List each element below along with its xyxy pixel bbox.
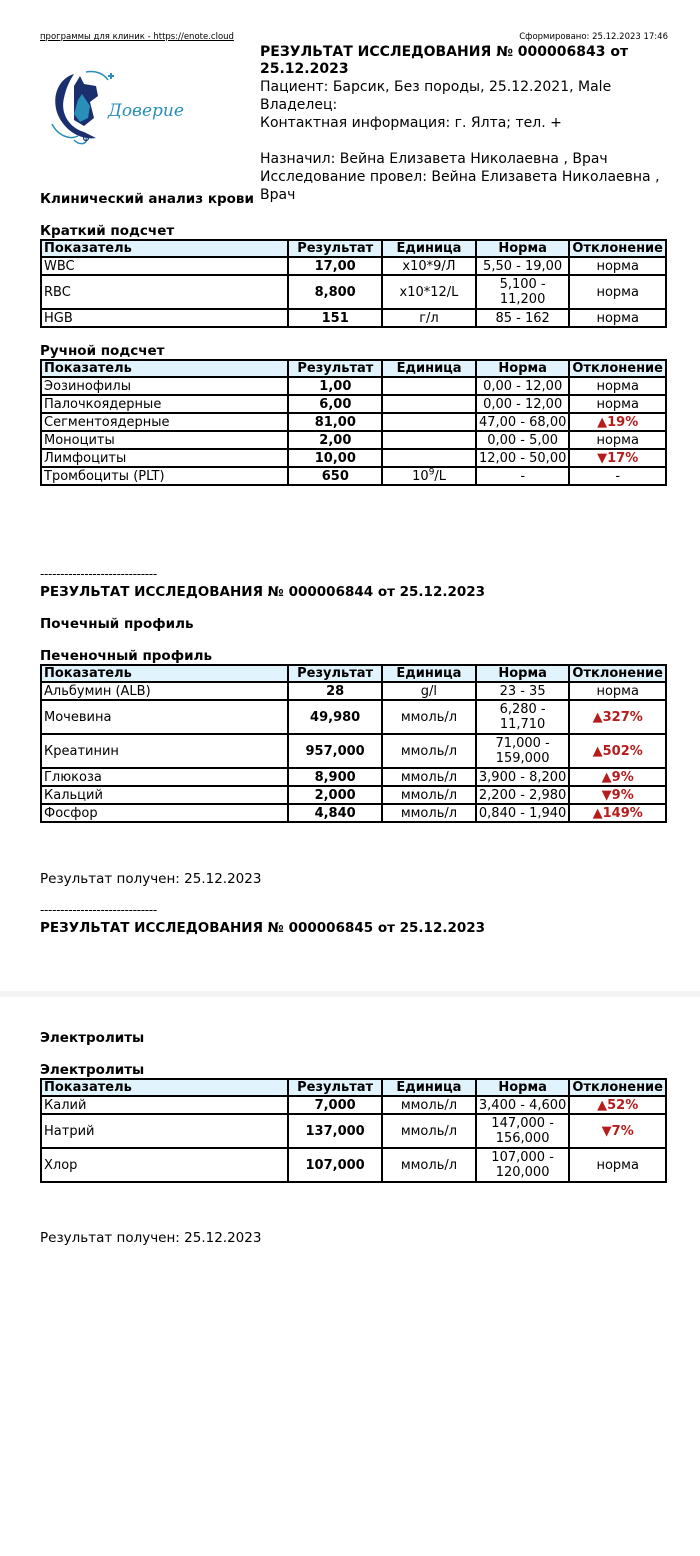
section-clinical-blood: Клинический анализ крови: [40, 191, 254, 207]
result-received-2: Результат получен: 25.12.2023: [40, 871, 262, 887]
table-row: Эозинофилы 1,00 0,00 - 12,00 норма: [41, 377, 666, 395]
table-row: Фосфор 4,840 ммоль/л 0,840 - 1,940 ▲149%: [41, 804, 666, 822]
table-row: Сегментоядерные 81,00 47,00 - 68,00 ▲19%: [41, 413, 666, 431]
table-title-manual: Ручной подсчет: [40, 343, 165, 359]
col-indicator: Показатель: [41, 240, 288, 257]
brief-count-table: [40, 239, 667, 328]
table-header-row: [41, 240, 666, 257]
table-row: HGB 151 г/л 85 - 162 норма: [41, 309, 666, 327]
table-row: Тромбоциты (PLT) 650 $10^9/L$ - -: [41, 467, 666, 485]
col-norm: Норма: [476, 240, 570, 257]
logo-brand-text: Доверие: [108, 101, 184, 121]
table-row: Палочкоядерные 6,00 0,00 - 12,00 норма: [41, 395, 666, 413]
col-unit: Единица: [382, 240, 476, 257]
report-header: [260, 44, 670, 204]
page-break: [0, 991, 700, 997]
enote-link[interactable]: программы для клиник - https://enote.cloud: [40, 32, 234, 42]
table-row: Мочевина 49,980 ммоль/л 6,280 - 11,710 ▲327%: [41, 700, 666, 734]
table-row: Лимфоциты 10,00 12,00 - 50,00 ▼17%: [41, 449, 666, 467]
deviation-up: ▲19%: [569, 413, 666, 431]
report-title-3: РЕЗУЛЬТАТ ИССЛЕДОВАНИЯ № 000006845 от 25.12.2023: [40, 920, 486, 936]
table-row: Глюкоза 8,900 ммоль/л 3,900 - 8,200 ▲9%: [41, 768, 666, 786]
table-title-liver: Печеночный профиль: [40, 648, 212, 664]
table-title-brief: Краткий подсчет: [40, 223, 175, 239]
separator: -----------------------------: [40, 567, 157, 581]
table-row: Калий 7,000 ммоль/л 3,400 - 4,600 ▲52%: [41, 1096, 666, 1114]
generated-timestamp: Сформировано: 25.12.2023 17:46: [519, 32, 668, 42]
table-row: Хлор 107,000 ммоль/л 107,000 - 120,000 норма: [41, 1148, 666, 1182]
owner-name-redacted: [342, 97, 582, 109]
section-renal-profile: Почечный профиль: [40, 616, 194, 632]
top-bar: [40, 32, 668, 44]
contact-info: Контактная информация: г. Ялта; тел. +: [260, 114, 670, 150]
performed-by: Исследование провел: Вейна Елизавета Николаевна , Врач: [260, 169, 660, 203]
clinic-logo: [44, 66, 184, 150]
col-result: Результат: [288, 240, 382, 257]
report-title-1: РЕЗУЛЬТАТ ИССЛЕДОВАНИЯ № 000006843 от 25.12.2023: [260, 44, 629, 77]
table-row: WBC 17,00 x10*9/Л 5,50 - 19,00 норма: [41, 257, 666, 275]
liver-profile-table: [40, 664, 667, 823]
deviation-down: ▼17%: [569, 449, 666, 467]
electrolytes-table: [40, 1078, 667, 1183]
table-header-row: Показатель Результат Единица Норма Отклонение: [41, 360, 666, 377]
result-received-3: Результат получен: 25.12.2023: [40, 1230, 262, 1246]
owner-info: Владелец:: [260, 96, 670, 114]
table-row: Креатинин 957,000 ммоль/л 71,000 - 159,000 ▲502%: [41, 734, 666, 768]
table-row: Моноциты 2,00 0,00 - 5,00 норма: [41, 431, 666, 449]
report-title-2: РЕЗУЛЬТАТ ИССЛЕДОВАНИЯ № 000006844 от 25.12.2023: [40, 584, 486, 600]
separator: -----------------------------: [40, 903, 157, 917]
assigned-by: Назначил: Вейна Елизавета Николаевна , Врач: [260, 151, 608, 167]
manual-count-table: [40, 359, 667, 486]
table-header-row: Показатель Результат Единица Норма Отклонение: [41, 1079, 666, 1096]
table-header-row: Показатель Результат Единица Норма Отклонение: [41, 665, 666, 682]
table-row: Натрий 137,000 ммоль/л 147,000 - 156,000 ▼7%: [41, 1114, 666, 1148]
table-title-electrolytes: Электролиты: [40, 1062, 145, 1078]
section-electrolytes: Электролиты: [40, 1030, 145, 1046]
table-row: RBC 8,800 x10*12/L 5,100 - 11,200 норма: [41, 275, 666, 309]
table-row: Альбумин (ALB) 28 g/l 23 - 35 норма: [41, 682, 666, 700]
patient-info: Пациент: Барсик, Без породы, 25.12.2021, Male: [260, 79, 612, 95]
phone-redacted: [260, 133, 380, 145]
table-row: Кальций 2,000 ммоль/л 2,200 - 2,980 ▼9%: [41, 786, 666, 804]
col-deviation: Отклонение: [569, 240, 666, 257]
